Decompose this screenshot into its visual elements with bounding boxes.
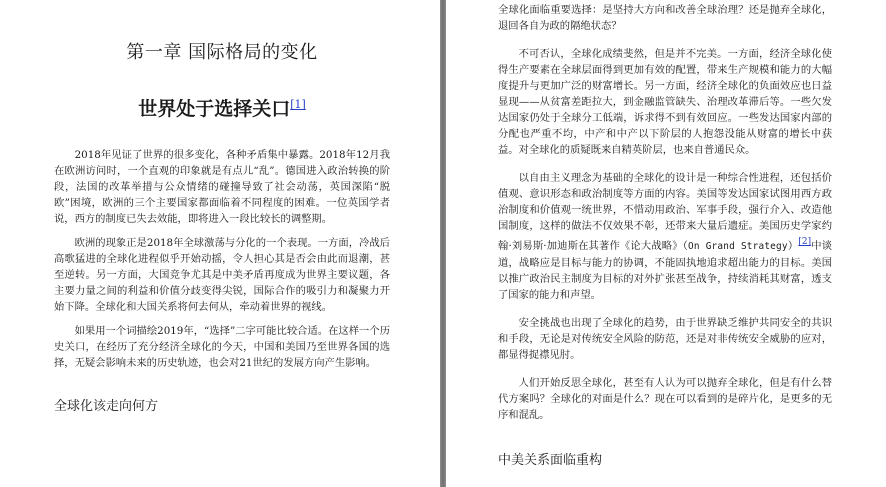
right-page [446, 0, 886, 487]
paragraph-6: 安全挑战也出现了全球化的趋势，由于世界缺乏维护共同安全的共识和手段，无论是对传统安全风险的防范，还是对非传统安全威胁的应对，都显得捉襟见肘。 [498, 317, 832, 361]
paragraph-5-text-a: 以自由主义理念为基础的全球化的设计是一种综合性进程，还包括价值观、意识形态和政治制度等方面的内容。美国等发达国家试图用西方政治制度和价值观一统世界，不惜动用政治、军事手段，强行介入、改造他国制度，这样的做法不仅效果不彰，还带来大量后遗症。美国历史学家约翰·刘易斯·加迪斯在其著作《论大战略》（ [498, 172, 832, 252]
footnote-link-2[interactable]: [2] [798, 237, 812, 247]
section-title-text: 世界处于选择关口 [138, 98, 291, 120]
chapter-title: 第一章 国际格局的变化 [126, 42, 318, 63]
subheading-globalization: 全球化该走向何方 [54, 399, 159, 414]
book-title-latin: On Grand Strategy [688, 241, 788, 252]
paragraph-5: 以自由主义理念为基础的全球化的设计是一种综合性进程，还包括价值观、意识形态和政治制度等方面的内容。美国等发达国家试图用西方政治制度和价值观一统世界，不惜动用政治、军事手段，强行介入、改造他国制度，这样的做法不仅效果不彰，还带来大量后遗症。美国历史学家约翰·刘易斯·加迪斯在其著作《论大战略》（On Grand Strategy）[2]中谈道，战略应是目标与能力的协调，不能固执地追求超出能力的目标。美国以推广政治民主制度为目标的对外扩张甚至战争，持续消耗其财富，透支了国家的能力和声望。 [498, 172, 832, 301]
paragraph-1: 2018年见证了世界的很多变化，各种矛盾集中暴露。2018年12月我在欧洲访问时，一个直观的印象就是有点儿“乱”。德国进入政治转换的阶段，法国的改革举措与公众情绪的碰撞导致了社会动荡，英国深陷“脱欧”困境，欧洲的三个主要国家都面临着不同程度的困难。一位英国学者说，西方的制度已失去效能，即将进入一段比较长的调整期。 [54, 149, 390, 225]
left-page [0, 0, 440, 487]
subheading-sino-us: 中美关系面临重构 [498, 453, 603, 468]
paragraph-7: 人们开始反思全球化，甚至有人认为可以抛弃全球化，但是有什么替代方案吗？全球化的对面是什么？现在可以看到的是碎片化，是更多的无序和混乱。 [498, 377, 832, 421]
section-title [54, 94, 390, 121]
paragraph-2: 欧洲的现象正是2018年全球激荡与分化的一个表现。一方面，冷战后高歌猛进的全球化进程似乎开始动摇，令人担心其是否会由此而退潮，甚至逆转。另一方面，大国竞争尤其是中美矛盾再度成为世界主要议题，各主要力量之间的利益和价值分歧变得尖锐，国际合作的吸引力和凝聚力开始下降。全球化和大国关系将何去何从，牵动着世界的视线。 [54, 237, 390, 313]
paragraph-3: 如果用一个词描绘2019年，“选择”二字可能比较合适。在这样一个历史关口，在经历了充分经济全球化的今天，中国和美国乃至世界各国的选择，无疑会影响未来的历史轨迹，也会对21世纪的发展方向产生影响。 [54, 325, 390, 369]
footnote-link-1[interactable]: [1] [290, 98, 306, 111]
paragraph-5-text-b: 中谈道，战略应是目标与能力的协调，不能固执地追求超出能力的目标。美国以推广政治民主制度为目标的对外扩张甚至战争，持续消耗其财富，透支了国家的能力和声望。 [498, 240, 832, 301]
paragraph-top: 全球化面临重要选择：是坚持大方向和改善全球治理？还是抛弃全球化，退回各自为政的隔绝状态？ [498, 4, 832, 32]
paragraph-4: 不可否认，全球化成绩斐然，但是并不完美。一方面，经济全球化使得生产要素在全球层面得到更加有效的配置，带来生产规模和能力的大幅度提升与更加广泛的财富增长。另一方面，经济全球化的负面效应也日益显现——从贫富差距拉大，到金融监管缺失、治理改革滞后等。一些欠发达国家仍处于全球分工低端，诉求得不到有效回应。一些发达国家内部的分配也严重不均，中产和中产以下阶层的人抱怨没能从财富的增长中获益。对全球化的质疑既来自精英阶层，也来自普通民众。 [498, 48, 832, 156]
